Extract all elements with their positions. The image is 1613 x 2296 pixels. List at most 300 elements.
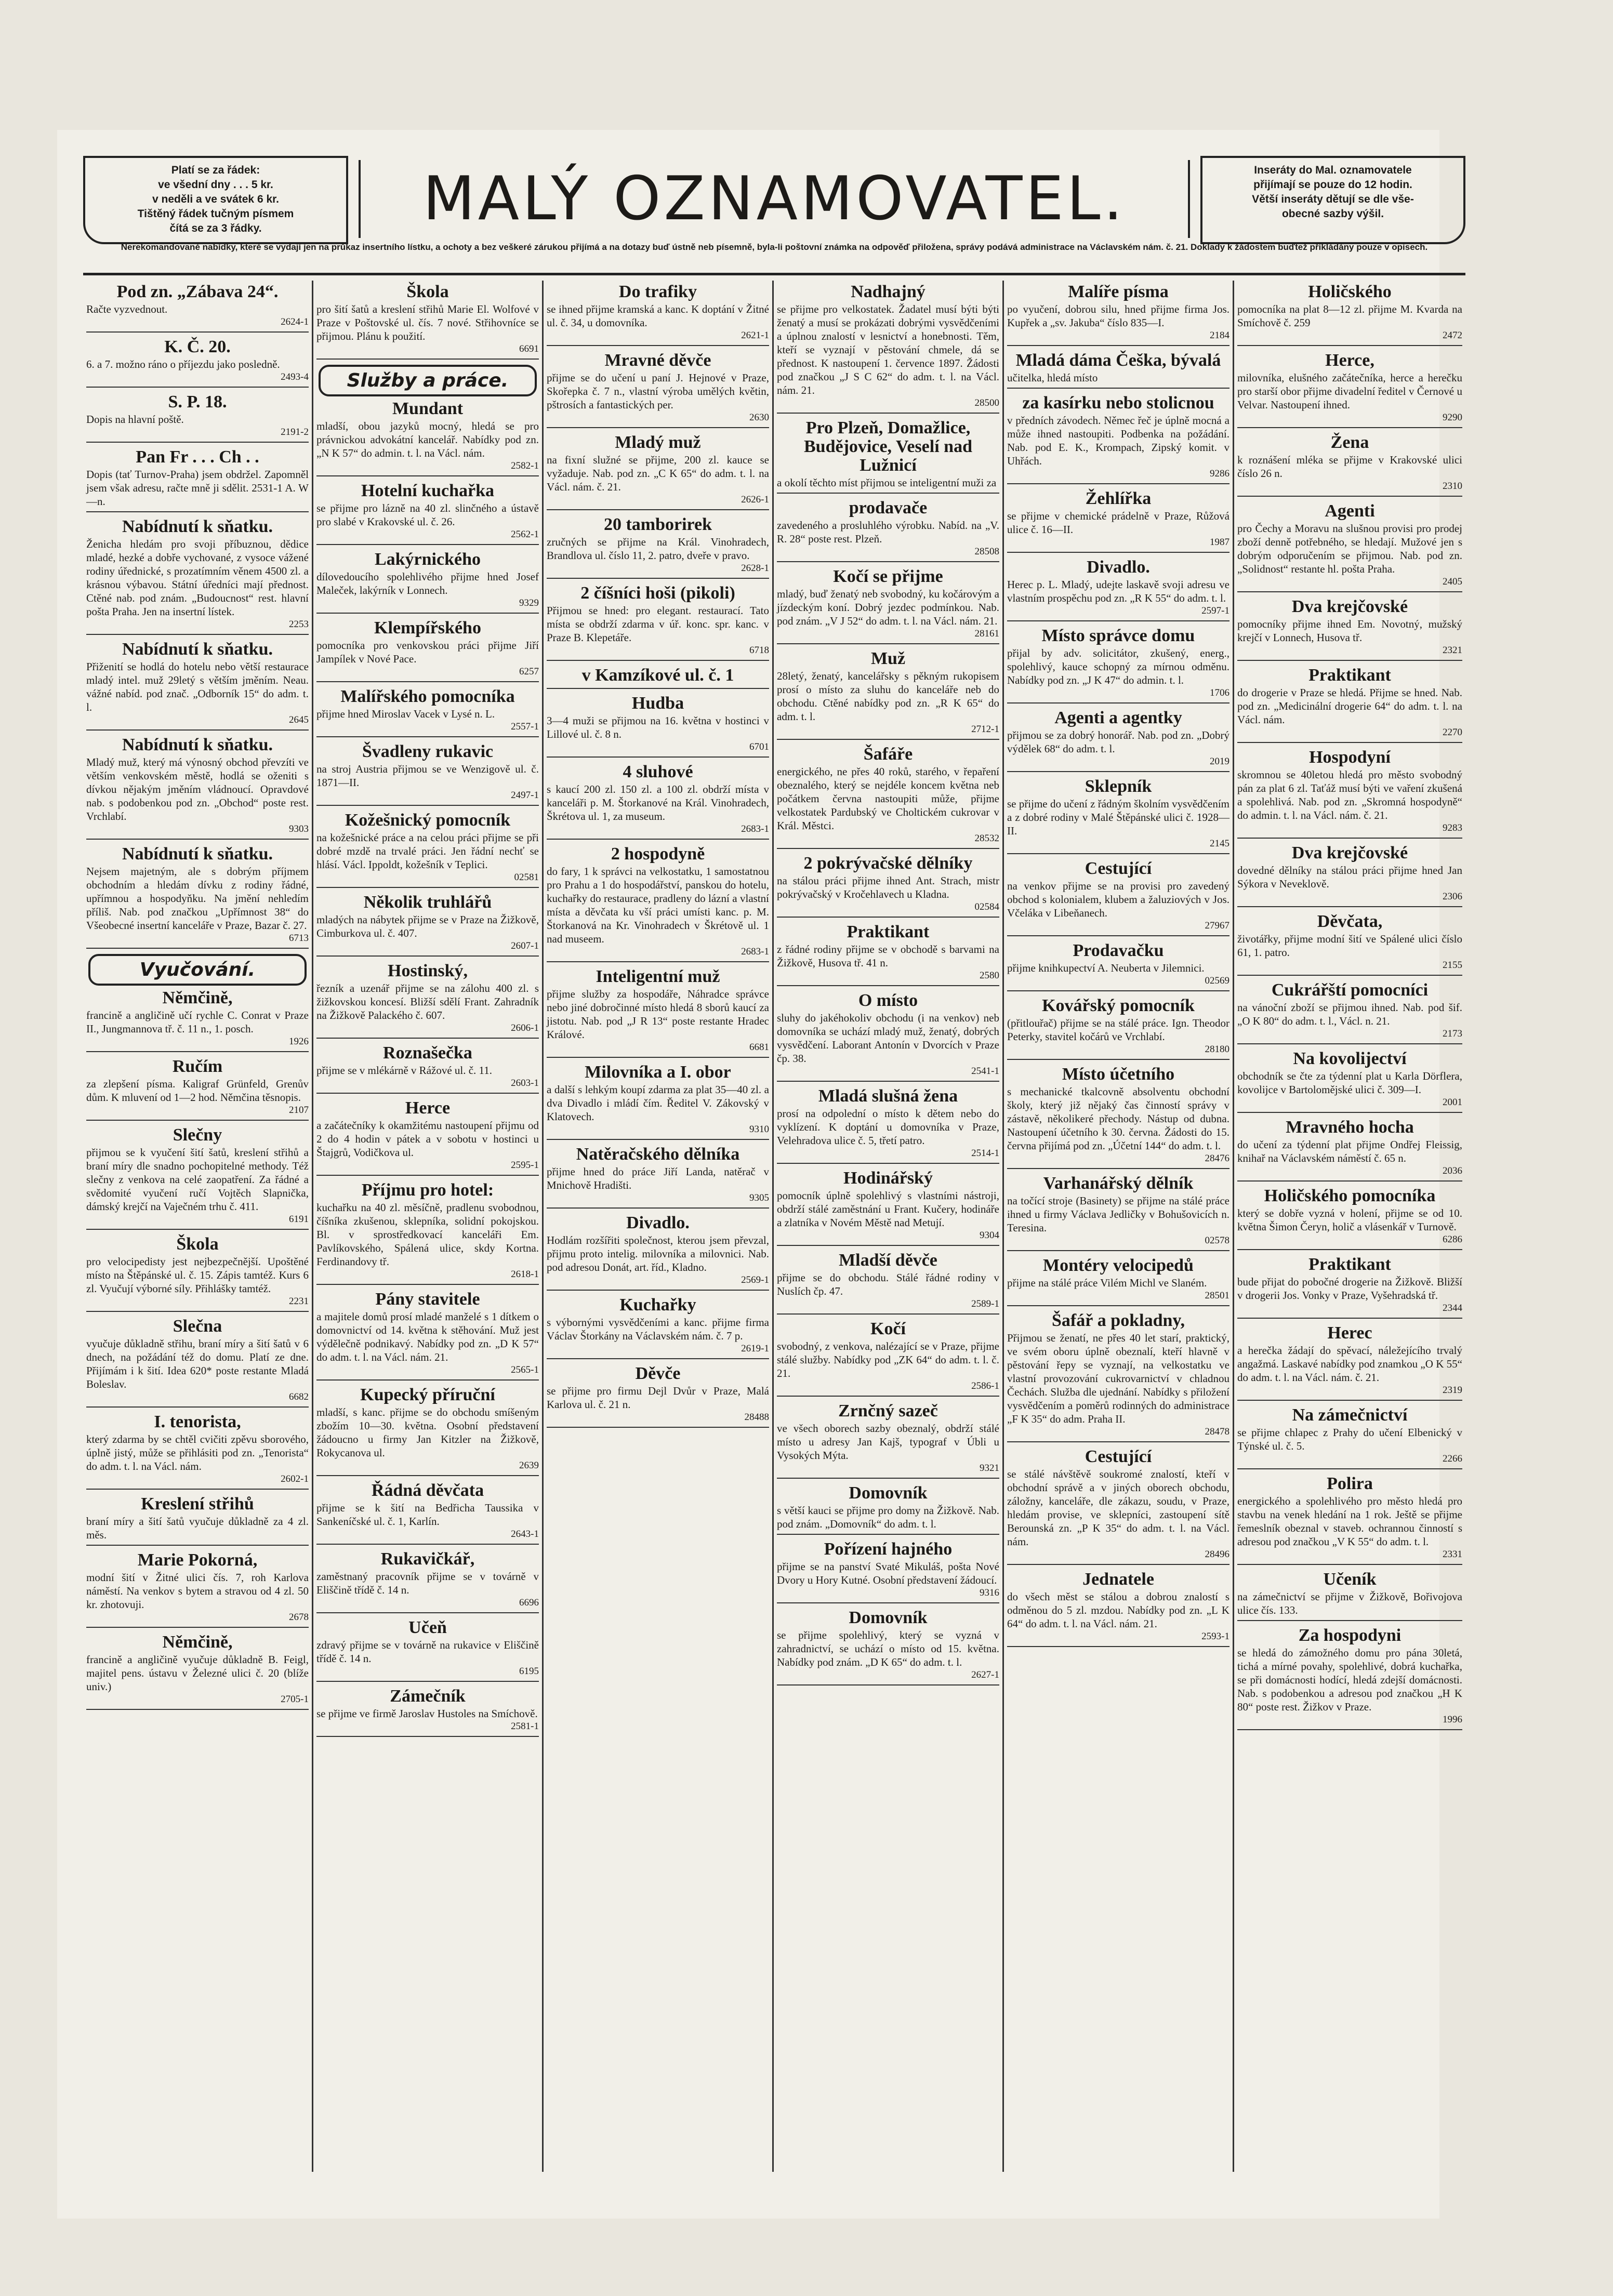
classified-ad <box>316 742 539 806</box>
ad-headline: Kreslení střihů <box>141 1494 254 1514</box>
ad-headline: Nabídnutí k sňatku. <box>122 640 273 659</box>
classified-ad <box>316 1044 539 1094</box>
price-info-box <box>83 156 348 244</box>
ad-headline: Praktikant <box>1308 666 1391 685</box>
classified-ad <box>1237 598 1462 661</box>
ad-divider <box>1007 935 1229 936</box>
ad-code: 2580 <box>980 970 999 981</box>
ad-divider <box>547 578 769 579</box>
ad-divider <box>777 413 999 414</box>
info-line: obecné sazby výšil. <box>1281 208 1384 220</box>
ad-text: zručných se přijme na Král. Vinohradech, Brandlova ul. číslo 11, 2. patro, dveře v pravo. <box>547 536 769 562</box>
ad-headline: Učeník <box>1323 1570 1377 1589</box>
ad-headline: 4 sluhové <box>623 762 693 781</box>
section-heading: Služby a práce. <box>319 365 537 396</box>
ad-headline: Nadhajný <box>851 282 926 301</box>
ad-headline: Milovníka a I. obor <box>585 1063 731 1082</box>
ad-headline: Domovník <box>849 1608 928 1627</box>
classified-ad <box>547 1364 769 1428</box>
classified-ad <box>547 666 769 689</box>
classified-ad <box>86 1235 309 1312</box>
ad-code: 6191 <box>289 1214 309 1225</box>
ad-text: pomocníky přijme ihned Em. Novotný, mužský krejčí v Lonnech, Husova tř. <box>1237 618 1462 644</box>
classified-ad <box>1007 1311 1229 1442</box>
ad-headline: Mladá slušná žena <box>818 1086 958 1106</box>
ad-text: zavedeného a prosluhlého výrobku. Nabíd. na „V. R. 28“ poste rest. Plzeň. <box>777 519 999 545</box>
classified-ad <box>316 1687 539 1737</box>
classified-ad <box>316 1550 539 1613</box>
classified-ad <box>1007 1448 1229 1565</box>
ad-text: přijal by adv. solicitátor, zkušený, energ., spolehlivý, kauce schopný za mírnou odměnu. Nabídky pod zn. „J K 47“ do admin. t. l. <box>1007 647 1229 686</box>
ad-code: 2603-1 <box>511 1078 539 1089</box>
ad-code: 9310 <box>749 1124 769 1135</box>
ad-divider <box>316 955 539 957</box>
ad-divider <box>1237 742 1462 743</box>
classified-ad <box>1237 1475 1462 1565</box>
ad-headline: Domovník <box>849 1483 928 1503</box>
column-4 <box>774 281 1004 2172</box>
ad-divider <box>1007 1168 1229 1169</box>
ad-text: na vánoční zboží se přijmou ihned. Nab. pod šif. „O K 80“ do adm. t. l., Václ. n. 21. <box>1237 1001 1462 1027</box>
ad-text: francině a angličině učí rychle C. Conrat v Praze II., Jungmannova tř. č. 11 n., 1. posch. <box>86 1009 309 1035</box>
ad-code: 2497-1 <box>511 790 539 801</box>
classified-ad <box>86 1317 309 1408</box>
classified-ad <box>316 1386 539 1476</box>
classified-ad <box>86 517 309 635</box>
ad-text: přijme služby za hospodáře, Náhradce správce nebo jiné dobročinné místo hledá 8 sborů kaucí za jistotu. Nab. pod „J R 13“ poste restante Hradec Králové. <box>547 988 769 1041</box>
ad-divider <box>1237 838 1462 839</box>
ad-text: mladší, obou jazyků mocný, hledá se pro právnickou advokátní kancelář. Nabídky pod zn. „N K 57“ do admin. t. l. na Václ. nám. <box>316 420 539 459</box>
ad-divider <box>1007 1250 1229 1251</box>
ad-text: mladých na nábytek přijme se v Praze na Žižkově, Cimburkova ul. č. 407. <box>316 913 539 939</box>
ad-divider <box>1007 552 1229 553</box>
classified-ad <box>1007 558 1229 621</box>
info-line: Inseráty do Mal. oznamovatele <box>1254 164 1412 176</box>
ad-divider <box>316 1681 539 1682</box>
page-title: MALÝ OZNAMOVATEL. <box>359 160 1190 238</box>
column-1 <box>83 281 313 2172</box>
classified-ad <box>86 1633 309 1710</box>
ad-text: k roznášení mléka se přijme v Krakovské ulici číslo 26 n. <box>1237 454 1462 480</box>
ad-text: který zdarma by se chtěl cvičiti zpěvu sborového, úplně jistý, může se přihlásiti pod zn. „Tenorista“ do adm. t. l. na Václ. nám. <box>86 1433 309 1472</box>
classified-ad <box>1007 997 1229 1060</box>
classified-ad <box>1237 666 1462 743</box>
classified-ad <box>777 283 999 414</box>
classified-ad <box>1237 502 1462 592</box>
ad-code: 2145 <box>1210 838 1229 849</box>
ad-headline: Šafáře <box>863 745 913 764</box>
ad-text: který se dobře vyzná v holení, přijme se od 10. května Šimon Čeryn, holič a vlásenkář v Turnově. <box>1237 1207 1462 1233</box>
ad-text: se přijme pro velkostatek. Žadatel musí býti býti ženatý a musí se prokázati dobrými vysvědčeními a úplnou znalostí v lesnictví a honebnosti. Těm, kteří se vyznají v pěstování chmele, dá se přednost. K nastoupení 1. července 1897. Žádosti pod značkou „J S C 62“ do adm. t. l. na Václ. nám. 21. <box>777 303 999 396</box>
ad-headline: Polira <box>1327 1474 1373 1493</box>
ad-code: 2557-1 <box>511 721 539 732</box>
ad-divider <box>777 1163 999 1164</box>
ad-divider <box>1237 1112 1462 1113</box>
ad-divider <box>547 1057 769 1058</box>
ad-code: 6286 <box>1443 1234 1462 1245</box>
ad-code: 6701 <box>749 741 769 752</box>
ad-code: 02569 <box>1205 975 1229 986</box>
ad-code: 6691 <box>519 343 539 354</box>
ad-code: 9286 <box>1210 468 1229 479</box>
ad-headline: Pány stavitele <box>375 1290 480 1309</box>
ad-text: zdravý přijme se v továrně na rukavice v Eliščině třídě č. 14 n. <box>316 1639 539 1665</box>
ad-headline: Natěračského dělníka <box>576 1145 740 1164</box>
ad-headline: v Kamzíkové ul. č. 1 <box>581 666 734 685</box>
column-5 <box>1004 281 1234 2172</box>
ad-divider <box>547 509 769 510</box>
ad-code: 9283 <box>1443 822 1462 833</box>
ad-divider <box>316 1475 539 1476</box>
ad-headline: Škola <box>176 1235 219 1254</box>
ad-text: braní míry a šití šatů vyučuje důkladně za 4 zl. měs. <box>86 1515 309 1541</box>
classified-ad <box>316 811 539 888</box>
ad-divider <box>86 634 309 635</box>
ad-divider <box>316 681 539 682</box>
ad-code: 2602-1 <box>281 1474 309 1484</box>
classified-ad <box>1007 1570 1229 1647</box>
ad-headline: Řádná děvčata <box>371 1481 484 1500</box>
ad-headline: Místo účetního <box>1062 1065 1175 1084</box>
ad-headline: Herec <box>1327 1323 1372 1343</box>
ad-divider <box>316 1736 539 1737</box>
classified-ad <box>86 283 309 333</box>
ad-code: 2624-1 <box>281 316 309 327</box>
ad-headline: Herce <box>405 1098 451 1118</box>
classified-ad <box>1007 351 1229 389</box>
ad-divider <box>547 427 769 428</box>
ad-headline: Varhanářský dělník <box>1043 1174 1194 1193</box>
ad-code: 2321 <box>1443 645 1462 656</box>
ad-divider <box>777 1081 999 1082</box>
classified-ad <box>547 763 769 840</box>
ad-code: 28500 <box>974 397 999 408</box>
ad-code: 02578 <box>1205 1235 1229 1246</box>
ad-text: na točící stroje (Basinety) se přijme na stálé práce ihned u firmy Václava Jedličky v Bohušovicích n. Teresina. <box>1007 1195 1229 1234</box>
ad-divider <box>777 1534 999 1535</box>
ad-text: a další s lehkým koupí zdarma za plat 35—40 zl. a dva Divadlo i mládí čím. Ředitel V. Zákovský v Klatovech. <box>547 1083 769 1123</box>
ad-code: 2253 <box>289 619 309 630</box>
ad-headline: Mundant <box>392 399 464 418</box>
classified-ad <box>547 845 769 962</box>
ad-headline: O místo <box>858 991 918 1010</box>
classified-ad <box>86 448 309 512</box>
ad-text: se přijme pro firmu Dejl Dvůr v Praze, Malá Karlova ul. č. 21 n. <box>547 1385 769 1411</box>
ad-divider <box>547 1358 769 1359</box>
ad-divider <box>1237 1400 1462 1401</box>
ad-headline: 20 tamborirek <box>603 515 712 534</box>
classified-ad <box>316 550 539 614</box>
classified-ad <box>316 1481 539 1545</box>
ad-headline: Zámečník <box>390 1687 466 1706</box>
ad-divider <box>777 848 999 849</box>
classified-ad <box>1237 433 1462 497</box>
ad-code: 9321 <box>980 1463 999 1474</box>
ad-divider <box>1007 853 1229 854</box>
ad-text: na stálou práci přijme ihned Ant. Strach, mistr pokrývačský v Kročehlavech u Kladna. <box>777 874 999 900</box>
classified-ad <box>1237 351 1462 428</box>
ad-divider <box>1007 345 1229 346</box>
ad-divider <box>777 1684 999 1685</box>
ad-text: se hledá do zámožného domu pro pána 30letá, tichá a mírné povahy, spolehlivé, dobrá kuchařka, se při domácnosti hodící, hledá zdejší domácnosti. Nab. s podobenkou a adresou pod značkou „H K 80“ poste rest. Žižkov v Praze. <box>1237 1647 1462 1713</box>
ad-divider <box>86 1489 309 1490</box>
ad-code: 2173 <box>1443 1028 1462 1039</box>
ad-headline: Sklepník <box>1085 777 1152 796</box>
ad-divider <box>316 613 539 614</box>
ad-headline: Šafář a pokladny, <box>1051 1311 1185 1330</box>
ad-text: vyučuje důkladně střihu, braní míry a šití šatů v 6 dnech, na požádání též do domu. Platí ze dne. Přijímám i k šití. Idea 620* poste restante Mladá Boleslav. <box>86 1337 309 1390</box>
ad-divider <box>316 1284 539 1285</box>
ad-text: Přijmou se hned: pro elegant. restaurací. Tato místa se obdrží zdarma v úř. konc. spr. kanc. v Praze B. Klepetáře. <box>547 604 769 644</box>
ad-divider <box>547 839 769 840</box>
ad-code: 2541-1 <box>971 1066 999 1077</box>
ad-code: 9316 <box>980 1587 999 1598</box>
ad-code: 02584 <box>974 901 999 912</box>
ad-headline: Holičského <box>1308 282 1392 301</box>
ad-divider <box>547 961 769 962</box>
ad-headline: Kuchařky <box>619 1295 696 1315</box>
ad-text: skromnou se 40letou hledá pro město svobodný pán za plat 6 zl. Taťáž musí býti ve vaření zkušená a spolehlivá. Nab. pod zn. „Skromná hospodyně“ do admin. t. l. na Václ. nám. č. 21. <box>1237 768 1462 821</box>
ad-text: přijme se do učení u paní J. Hejnové v Praze, Skořepka č. 7 n., vlastní výroba umělých květin, pštrosích a fantastických per. <box>547 371 769 411</box>
ad-divider <box>777 1478 999 1479</box>
classified-ad <box>1007 394 1229 484</box>
price-line: Tištěný řádek tučným písmem <box>137 208 294 220</box>
ad-code: 2019 <box>1210 756 1229 767</box>
ad-headline: Němčině, <box>162 988 233 1007</box>
ad-divider <box>1007 620 1229 621</box>
ad-divider <box>1237 496 1462 497</box>
ad-code: 2712-1 <box>971 724 999 735</box>
ad-code: 2645 <box>289 714 309 725</box>
classified-ad <box>547 515 769 579</box>
ad-text: obchodník se čte za týdenní plat u Karla Dörflera, kovolijce v Bartolomějské ulici č. 309—I. <box>1237 1070 1462 1096</box>
ad-code: 28476 <box>1205 1153 1229 1164</box>
classified-ad <box>316 893 539 957</box>
ad-text: se přijme v chemické prádelně v Praze, Růžová ulice č. 16—II. <box>1007 510 1229 536</box>
ad-headline: Cukrářští pomocníci <box>1271 980 1429 1000</box>
ad-text: se stálé návštěvě soukromé znalostí, kteří v obchodní správě a v jiných oborech obchodu, záložny, kanceláře, dle zákazu, soudu, v Praze, hledám provise, ve sklepníci, zastoupení sítě Berounská zn. „P K 35“ do adm. t. l. na Václ. nám. <box>1007 1468 1229 1548</box>
ad-text: se přijme chlapec z Prahy do učení Elbenický v Týnské ul. č. 5. <box>1237 1426 1462 1452</box>
ad-code: 6682 <box>289 1391 309 1402</box>
ad-headline: Mladá dáma Češka, bývalá <box>1015 351 1221 370</box>
ad-code: 28180 <box>1205 1044 1229 1055</box>
ad-code: 2107 <box>289 1105 309 1116</box>
ad-code: 28508 <box>974 546 999 557</box>
ad-code: 2618-1 <box>511 1269 539 1280</box>
classified-ad <box>1237 1406 1462 1469</box>
ad-headline: Nabídnutí k sňatku. <box>122 735 273 754</box>
ad-headline: 2 číšníci hoši (pikoli) <box>580 583 735 603</box>
classified-ad <box>86 736 309 840</box>
ad-code: 2472 <box>1443 330 1462 341</box>
ad-text: přijmou se k vyučení šití šatů, kreslení střihů a braní míry dle snadno pochopitelné methody. Též slečny z venkova na celé zaopatření. Za řádné a svědomité vyučení ručí Vojtěch Slapnička, dámský krejčí na Vaječném trhu č. 411. <box>86 1146 309 1213</box>
ad-text: po vyučení, dobrou silu, hned přijme firma Jos. Kupřek a „sv. Jakuba“ číslo 835—I. <box>1007 303 1229 329</box>
ad-code: 9304 <box>980 1230 999 1241</box>
ad-divider <box>777 1602 999 1603</box>
ad-divider <box>547 660 769 661</box>
info-line: Větší inseráty dětují se dle vše- <box>1252 193 1414 205</box>
classified-ad <box>777 419 999 494</box>
ad-headline: Pro Plzeň, Domažlice, Budějovice, Veselí nad Lužnicí <box>804 418 972 475</box>
classified-ad <box>1237 1570 1462 1621</box>
ad-text: pomocníka pro venkovskou práci přijme Jiří Jampílek v Nové Pace. <box>316 639 539 665</box>
classified-ad <box>1007 627 1229 704</box>
ad-code: 6195 <box>519 1666 539 1677</box>
ad-text: sluhy do jakéhokoliv obchodu (i na venkov) neb domovníka se uchází mladý muž, ženatý, dobrých vysvědčení. Laborant Antonín v Dvorcích v Praze čp. 38. <box>777 1012 999 1065</box>
ad-headline: Hostinský, <box>388 961 468 980</box>
ad-divider <box>547 757 769 758</box>
ad-headline: Kočí <box>870 1319 906 1338</box>
ad-headline: Praktikant <box>847 922 930 941</box>
header-rule <box>83 273 1465 275</box>
ad-text: 3—4 muži se přijmou na 16. května v hostinci v Lillové ul. č. 8 n. <box>547 714 769 740</box>
ad-text: přijme se do obchodu. Stálé řádné rodiny v Nuslích čp. 47. <box>777 1271 999 1297</box>
ad-text: bude přijat do pobočné drogerie na Žižkově. Bližší v drogerii Jos. Vonky v Praze, Vyšehradská tř. <box>1237 1276 1462 1302</box>
ad-text: se přijme ve firmě Jaroslav Hustoles na Smíchově. <box>316 1707 538 1720</box>
ad-headline: Škola <box>406 282 449 301</box>
ad-code: 2586-1 <box>971 1381 999 1391</box>
ad-headline: K. Č. 20. <box>164 337 231 356</box>
ad-text: prosí na odpolední o místo k dětem nebo do vyklízení. K doptání u domovníka v Praze, Velehradova ulice č. 5, třetí patro. <box>777 1107 999 1147</box>
classified-ad <box>316 1290 539 1381</box>
classified-ad <box>86 989 309 1052</box>
ad-divider <box>316 359 539 360</box>
ad-code: 2191-2 <box>281 427 309 437</box>
ad-code: 2036 <box>1443 1165 1462 1176</box>
ad-text: učitelka, hledá místo <box>1007 371 1098 384</box>
ad-headline: Marie Pokorná, <box>137 1550 258 1570</box>
ad-headline: Mladší děvče <box>839 1251 937 1270</box>
ad-code: 2493-4 <box>281 371 309 382</box>
ad-headline: Na kovolijectví <box>1293 1049 1407 1068</box>
ad-divider <box>86 1709 309 1710</box>
ad-text: milovníka, elušného začátečníka, herce a herečku pro starší obor přijme divadelní ředitel v Černové u Velvar. Nastoupení ihned. <box>1237 371 1462 411</box>
ad-headline: I. tenorista, <box>154 1412 241 1431</box>
classified-ad <box>547 1145 769 1209</box>
ad-divider <box>547 345 769 346</box>
ad-headline: Malířského pomocníka <box>340 687 515 706</box>
ad-text: v předních závodech. Němec řeč je úplně mocná a může ihned nastoupiti. Podbenka na požádání. Nab. pod E. K., Krompach, Zipský komit. v Uhřách. <box>1007 414 1229 467</box>
classified-ad <box>86 1551 309 1628</box>
ad-divider <box>316 736 539 737</box>
ad-divider <box>1007 1564 1229 1565</box>
ad-code: 2001 <box>1443 1097 1462 1108</box>
ad-text: s mechanické tkalcovně absolventu obchodní školy, který již nějaký čas činností správy v zástavě, několikeré přechody. Nástup od dubna. Nastoupení účetního k 30. června. Žádosti do 15. června přijímá pod zn. „Účetní 144“ do adm. t. l. <box>1007 1085 1229 1152</box>
ad-text: s výbornými vysvědčeními a kanc. přijme firma Václav Štorkány na Václavském nám. č. 7 p. <box>547 1316 769 1342</box>
ad-divider <box>1237 427 1462 428</box>
ad-headline: Zrnčný sazeč <box>838 1401 938 1421</box>
ad-code: 2310 <box>1443 481 1462 492</box>
ad-code: 2593-1 <box>1201 1631 1229 1642</box>
ad-headline: Mravné děvče <box>604 351 711 370</box>
ad-headline: Roznašečka <box>383 1043 472 1063</box>
ad-divider <box>1007 1646 1229 1647</box>
ad-columns <box>83 281 1465 2172</box>
classified-ad <box>316 400 539 476</box>
ad-text: Ženicha hledám pro svoji příbuznou, dědice mladé, hezké a dobře vychované, z vysoce vážené rodiny úřednické, s prozatímním věnem 4500 zl. a krásnou výbavou. Státní úředníci mají přednost. Ctěné nab. pod znám. „Budoucnost“ rest. hlavní pošta Praha. Jen na insertní lístek. <box>86 538 309 618</box>
classified-ad <box>316 1099 539 1176</box>
classified-ad <box>1007 859 1229 936</box>
classified-ad <box>86 1495 309 1546</box>
ad-code: 28478 <box>1205 1426 1229 1437</box>
ad-divider <box>86 442 309 443</box>
ad-text: přijme na stálé práce Vilém Michl ve Slaném. <box>1007 1277 1207 1289</box>
section-heading: Vyučování. <box>88 954 307 986</box>
ad-headline: Příjmu pro hotel: <box>361 1180 494 1200</box>
ad-text: pomocník úplně spolehlivý s vlastními nástroji, obdrží stálé zaměstnání u Frant. Kučery, hodináře a zlatníka v Novém Městě nad Metují. <box>777 1189 999 1229</box>
ad-text: přijme se k šití na Bedřicha Taussika v Sankeníčské ul. č. 1, Karlín. <box>316 1502 539 1528</box>
ad-text: Přiženití se hodlá do hotelu nebo větší restaurace mladý intel. muž 29letý s větším jměním. Neau. vážné nabíd. pod znač. „Odborník 15“ do adm. t. l. <box>86 660 309 713</box>
ad-divider <box>547 1139 769 1140</box>
ad-text: Hodlám rozšířiti společnost, kterou jsem převzal, přijmu proto intelig. milovníka a milovnici. Nab. pod adresou Donát, art. říd., Kladno. <box>547 1234 769 1273</box>
ad-headline: Mladý muž <box>615 433 701 452</box>
ad-code: 2306 <box>1443 891 1462 902</box>
classified-ad <box>86 393 309 443</box>
classified-ad <box>316 482 539 545</box>
ad-divider <box>1007 1059 1229 1060</box>
ad-divider <box>1237 1318 1462 1319</box>
ad-headline: Cestující <box>1085 1447 1152 1466</box>
classified-ad <box>1237 1324 1462 1401</box>
classified-ad <box>777 1540 999 1603</box>
ad-text: (přitlouřač) přijme se na stálé práce. Ign. Theodor Peterky, stavitel kočárů ve Vrchlabí. <box>1007 1017 1229 1043</box>
ad-headline: Nabídnutí k sňatku. <box>122 517 273 536</box>
classified-ad <box>1007 777 1229 854</box>
column-2 <box>313 281 544 2172</box>
ad-divider <box>1237 345 1462 346</box>
ad-headline: Děvčata, <box>1317 912 1383 931</box>
ad-divider <box>777 1313 999 1315</box>
ad-divider <box>547 1290 769 1291</box>
ad-text: s kaucí 200 zl. 150 zl. a 100 zl. obdrží místa v kanceláři p. M. Štorkanové na Král. Vinohradech, Škrétova ul. 1, za museum. <box>547 783 769 822</box>
classified-ad <box>547 1296 769 1359</box>
ad-code: 28501 <box>1205 1290 1229 1301</box>
ad-headline: Děvče <box>635 1364 681 1383</box>
ad-headline: Švadleny rukavic <box>362 742 494 761</box>
ad-divider <box>547 1427 769 1428</box>
ad-text: 6. a 7. možno ráno o příjezdu jako posledně. <box>86 358 280 370</box>
ad-code: 27967 <box>1205 920 1229 931</box>
ad-divider <box>86 511 309 512</box>
ad-divider <box>777 985 999 986</box>
ad-text: do učení za týdenní plat přijme Ondřej Fleissig, knihař na Václavském náměstí č. 65 n. <box>1237 1138 1462 1164</box>
classified-ad <box>777 1402 999 1479</box>
ad-code: 1996 <box>1443 1714 1462 1725</box>
ad-code: 2581-1 <box>511 1721 539 1732</box>
price-line: v neděli a ve svátek 6 kr. <box>152 193 279 205</box>
ad-headline: za kasírku nebo stolicnou <box>1022 393 1214 413</box>
column-6 <box>1234 281 1465 2172</box>
classified-ad <box>547 351 769 428</box>
classified-ad <box>777 649 999 740</box>
classified-ad <box>777 567 999 644</box>
ad-divider <box>86 1120 309 1121</box>
ad-headline: Klempířského <box>374 618 481 638</box>
ad-text: přijme knihkupectví A. Neuberta v Jilemnici. <box>1007 962 1205 974</box>
classified-ad <box>547 694 769 758</box>
ad-code: 2331 <box>1443 1549 1462 1560</box>
ad-divider <box>1237 1249 1462 1250</box>
ad-headline: Kočí se přijme <box>833 567 943 586</box>
ad-text: přijme se na panství Svaté Mikuláš, pošta Nové Dvory u Hory Kutné. Osobní představení žádoucí. <box>777 1560 999 1586</box>
ad-headline: Divadlo. <box>626 1213 690 1232</box>
classified-ad <box>777 854 999 918</box>
ad-headline: Praktikant <box>1308 1255 1391 1274</box>
ad-headline: prodavače <box>849 498 928 517</box>
ad-text: životářky, přijme modní šití ve Spálené ulici číslo 61, 1. patro. <box>1237 933 1462 959</box>
ad-text: přijmou se za dobrý honorář. Nab. pod zn. „Dobrý výdělek 68“ do adm. t. l. <box>1007 729 1229 755</box>
ad-text: pro velocipedisty jest nejbezpečnější. Upoštěné místo na Štěpánské ul. č. 15. Zápis tamtéž. Kurs 6 zl. Vyučují výborné síly. Přihlášky tamtéž. <box>86 1255 309 1295</box>
